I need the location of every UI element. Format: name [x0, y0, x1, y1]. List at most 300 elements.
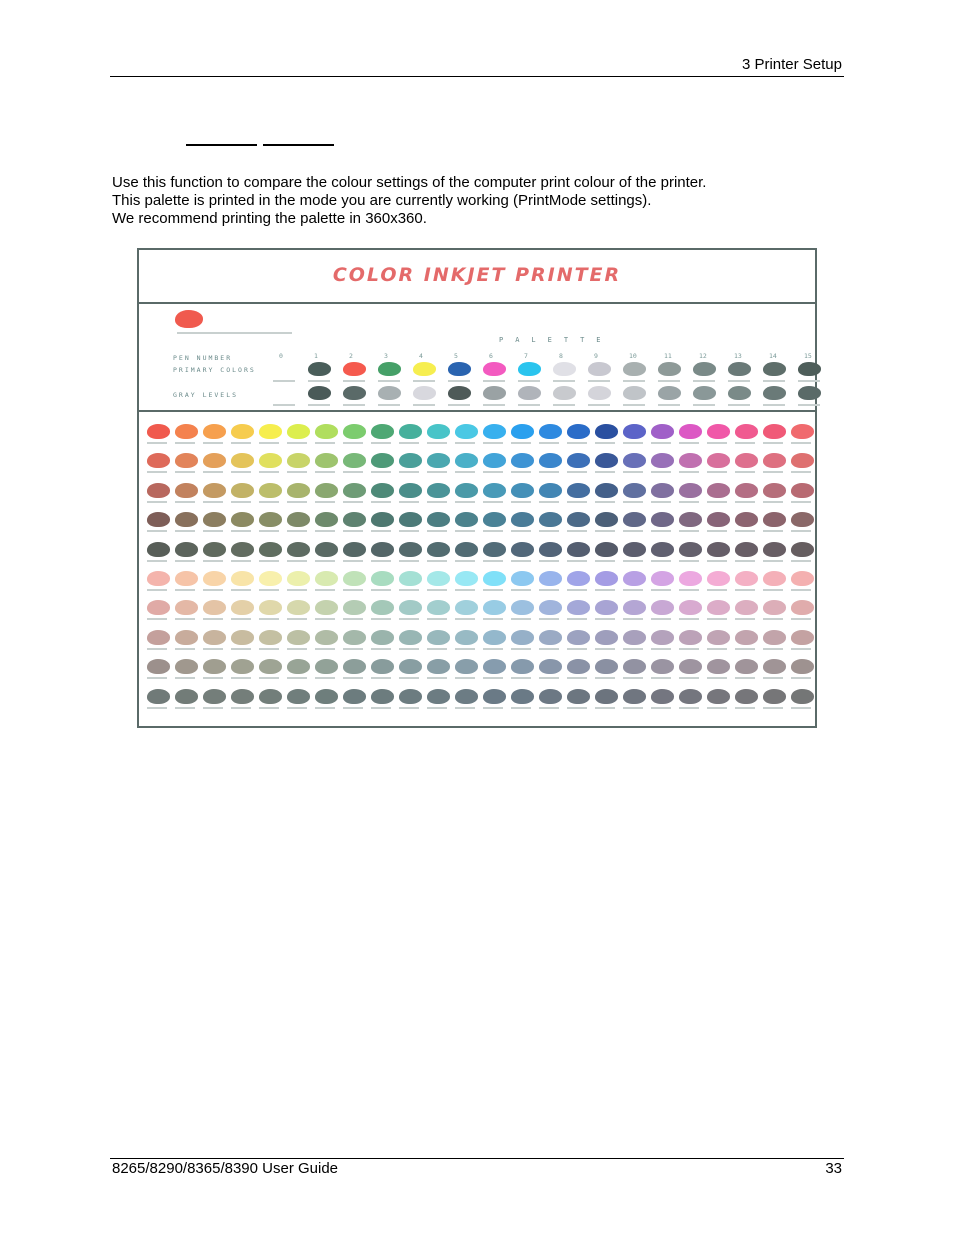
palette-grid-swatch	[623, 630, 646, 645]
swatch-caption-mark	[455, 707, 475, 709]
gray-level-swatch	[798, 386, 821, 400]
swatch-caption-mark	[203, 648, 223, 650]
palette-grid-swatch	[203, 453, 226, 468]
pen-number: 1	[314, 352, 318, 360]
swatch-caption-mark	[175, 677, 195, 679]
palette-word: PALETTE	[499, 336, 613, 344]
primary-color-swatch	[798, 362, 821, 376]
palette-title-box	[139, 250, 815, 304]
swatch-caption-mark	[763, 648, 783, 650]
swatch-caption-mark	[483, 501, 503, 503]
swatch-caption-mark	[679, 442, 699, 444]
primary-color-swatch	[623, 362, 646, 376]
palette-grid-swatch	[539, 600, 562, 615]
swatch-caption-mark	[427, 501, 447, 503]
palette-grid-swatch	[259, 659, 282, 674]
swatch-caption-mark	[427, 618, 447, 620]
palette-grid-swatch	[203, 424, 226, 439]
swatch-caption-mark	[455, 648, 475, 650]
swatch-caption-mark	[707, 560, 727, 562]
palette-grid-swatch	[147, 600, 170, 615]
palette-grid-swatch	[511, 542, 534, 557]
swatch-caption-mark	[735, 707, 755, 709]
palette-grid-swatch	[231, 512, 254, 527]
primary-color-swatch	[658, 362, 681, 376]
gray-level-swatch	[308, 386, 331, 400]
swatch-caption-mark	[147, 530, 167, 532]
palette-grid-swatch	[735, 542, 758, 557]
swatch-caption-mark	[623, 471, 643, 473]
palette-grid-swatch	[651, 424, 674, 439]
palette-grid-swatch	[147, 424, 170, 439]
palette-grid-swatch	[175, 630, 198, 645]
palette-grid-swatch	[399, 542, 422, 557]
swatch-caption-mark	[567, 501, 587, 503]
swatch-caption-mark	[693, 380, 715, 382]
swatch-caption-mark	[399, 442, 419, 444]
swatch-caption-mark	[588, 404, 610, 406]
palette-grid-swatch	[203, 659, 226, 674]
swatch-caption-mark	[315, 707, 335, 709]
swatch-caption-mark	[231, 501, 251, 503]
swatch-caption-mark	[448, 380, 470, 382]
swatch-caption-mark	[518, 404, 540, 406]
body-line: We recommend printing the palette in 360x360.	[112, 210, 427, 227]
palette-grid-swatch	[539, 659, 562, 674]
primary-color-swatch	[728, 362, 751, 376]
swatch-caption-mark	[735, 560, 755, 562]
swatch-caption-mark	[567, 589, 587, 591]
swatch-caption-mark	[539, 707, 559, 709]
palette-grid-swatch	[455, 600, 478, 615]
swatch-caption-mark	[203, 471, 223, 473]
gray-level-swatch	[763, 386, 786, 400]
palette-grid-swatch	[287, 424, 310, 439]
swatch-caption-mark	[651, 530, 671, 532]
swatch-caption-mark	[735, 677, 755, 679]
palette-grid-swatch	[399, 659, 422, 674]
swatch-caption-mark	[315, 560, 335, 562]
swatch-caption-mark	[679, 589, 699, 591]
palette-grid-swatch	[315, 630, 338, 645]
palette-grid-swatch	[567, 659, 590, 674]
swatch-caption-mark	[511, 530, 531, 532]
swatch-caption-mark	[595, 589, 615, 591]
palette-grid-swatch	[455, 689, 478, 704]
palette-grid-swatch	[567, 689, 590, 704]
swatch-caption-mark	[147, 501, 167, 503]
palette-grid-swatch	[203, 542, 226, 557]
swatch-caption-mark	[175, 589, 195, 591]
swatch-caption-mark	[259, 648, 279, 650]
swatch-caption-mark	[371, 560, 391, 562]
palette-grid-swatch	[567, 424, 590, 439]
swatch-caption-mark	[763, 589, 783, 591]
palette-grid-swatch	[315, 600, 338, 615]
gray-level-swatch	[553, 386, 576, 400]
palette-grid-swatch	[147, 630, 170, 645]
swatch-caption-mark	[455, 618, 475, 620]
swatch-caption-mark	[455, 677, 475, 679]
palette-grid-swatch	[175, 689, 198, 704]
palette-grid-swatch	[791, 630, 814, 645]
palette-grid-swatch	[371, 571, 394, 586]
swatch-caption-mark	[371, 677, 391, 679]
swatch-caption-mark	[147, 589, 167, 591]
swatch-caption-mark	[791, 677, 811, 679]
swatch-caption-mark	[651, 471, 671, 473]
sample-swatch	[175, 310, 203, 328]
palette-grid-swatch	[147, 542, 170, 557]
palette-grid-swatch	[623, 689, 646, 704]
pen-number: 11	[664, 352, 672, 360]
palette-grid-swatch	[623, 483, 646, 498]
swatch-caption-mark	[343, 707, 363, 709]
swatch-caption-mark	[175, 530, 195, 532]
palette-grid-swatch	[679, 630, 702, 645]
swatch-caption-mark	[259, 589, 279, 591]
swatch-caption-mark	[259, 501, 279, 503]
palette-grid-swatch	[427, 424, 450, 439]
palette-grid-swatch	[231, 659, 254, 674]
swatch-caption-mark	[728, 404, 750, 406]
swatch-caption-mark	[175, 442, 195, 444]
palette-grid-swatch	[483, 659, 506, 674]
swatch-caption-mark	[595, 618, 615, 620]
swatch-caption-mark	[791, 530, 811, 532]
palette-grid-swatch	[679, 600, 702, 615]
palette-grid-swatch	[791, 453, 814, 468]
palette-grid-swatch	[539, 424, 562, 439]
swatch-caption-mark	[343, 471, 363, 473]
swatch-caption-mark	[231, 589, 251, 591]
swatch-caption-mark	[483, 589, 503, 591]
swatch-caption-mark	[623, 560, 643, 562]
palette-grid-swatch	[455, 483, 478, 498]
swatch-caption-mark	[315, 442, 335, 444]
footer-guide-title: 8265/8290/8365/8390 User Guide	[112, 1160, 339, 1177]
swatch-caption-mark	[539, 648, 559, 650]
swatch-caption-mark	[371, 530, 391, 532]
swatch-caption-mark	[427, 677, 447, 679]
palette-grid-swatch	[399, 424, 422, 439]
swatch-caption-mark	[203, 618, 223, 620]
palette-grid-swatch	[483, 600, 506, 615]
palette-grid-swatch	[399, 630, 422, 645]
swatch-caption-mark	[679, 560, 699, 562]
swatch-caption-mark	[791, 707, 811, 709]
swatch-caption-mark	[203, 442, 223, 444]
palette-grid-swatch	[343, 600, 366, 615]
swatch-caption-mark	[679, 707, 699, 709]
swatch-caption-mark	[231, 471, 251, 473]
swatch-caption-mark	[623, 648, 643, 650]
swatch-caption-mark	[567, 677, 587, 679]
palette-grid-swatch	[175, 453, 198, 468]
palette-grid-swatch	[735, 571, 758, 586]
gray-level-swatch	[693, 386, 716, 400]
palette-grid-swatch	[203, 689, 226, 704]
swatch-caption-mark	[763, 471, 783, 473]
swatch-caption-mark	[259, 530, 279, 532]
swatch-caption-mark	[175, 501, 195, 503]
palette-grid-swatch	[511, 600, 534, 615]
pen-number: 10	[629, 352, 637, 360]
palette-grid-swatch	[455, 542, 478, 557]
palette-grid-swatch	[147, 571, 170, 586]
pen-number: 14	[769, 352, 777, 360]
palette-grid-swatch	[259, 453, 282, 468]
swatch-caption-mark	[175, 618, 195, 620]
palette-info-section	[139, 302, 815, 412]
palette-grid-swatch	[791, 600, 814, 615]
swatch-caption-mark	[567, 707, 587, 709]
swatch-caption-mark	[483, 471, 503, 473]
pen-number: 2	[349, 352, 353, 360]
body-paragraph	[112, 174, 706, 228]
swatch-caption-mark	[567, 618, 587, 620]
swatch-caption-mark	[147, 471, 167, 473]
swatch-caption-mark	[567, 648, 587, 650]
swatch-caption-mark	[707, 707, 727, 709]
swatch-caption-mark	[455, 501, 475, 503]
gray-level-swatch	[588, 386, 611, 400]
palette-grid-swatch	[763, 571, 786, 586]
swatch-caption-mark	[511, 442, 531, 444]
palette-grid-swatch	[287, 659, 310, 674]
swatch-caption-mark	[399, 677, 419, 679]
swatch-caption-mark	[511, 589, 531, 591]
palette-grid-swatch	[455, 659, 478, 674]
swatch-caption-mark	[259, 442, 279, 444]
swatch-caption-mark	[735, 471, 755, 473]
palette-grid-swatch	[483, 689, 506, 704]
pen-number: 4	[419, 352, 423, 360]
swatch-caption-mark	[623, 530, 643, 532]
swatch-caption-mark	[511, 677, 531, 679]
palette-grid-swatch	[287, 600, 310, 615]
palette-grid-swatch	[427, 630, 450, 645]
swatch-caption-mark	[413, 380, 435, 382]
palette-grid-swatch	[539, 542, 562, 557]
palette-grid-swatch	[707, 512, 730, 527]
swatch-caption-mark	[147, 648, 167, 650]
palette-grid-swatch	[679, 512, 702, 527]
palette-grid-swatch	[511, 689, 534, 704]
swatch-caption-mark	[539, 560, 559, 562]
palette-grid-swatch	[259, 424, 282, 439]
palette-grid-swatch	[371, 453, 394, 468]
palette-grid-swatch	[399, 453, 422, 468]
palette-grid-swatch	[231, 483, 254, 498]
swatch-caption-mark	[567, 471, 587, 473]
swatch-caption-mark	[651, 648, 671, 650]
palette-grid-swatch	[511, 630, 534, 645]
palette-grid-swatch	[399, 689, 422, 704]
palette-grid-swatch	[259, 571, 282, 586]
palette-grid-swatch	[595, 512, 618, 527]
swatch-caption-mark	[315, 618, 335, 620]
swatch-caption-mark	[287, 677, 307, 679]
palette-grid-swatch	[763, 689, 786, 704]
palette-grid-swatch	[735, 600, 758, 615]
palette-grid-swatch	[147, 453, 170, 468]
palette-grid-swatch	[259, 542, 282, 557]
swatch-caption-mark	[483, 442, 503, 444]
palette-grid-swatch	[343, 483, 366, 498]
palette-grid-swatch	[231, 571, 254, 586]
palette-grid-swatch	[455, 630, 478, 645]
swatch-caption-mark	[595, 442, 615, 444]
palette-grid-swatch	[791, 424, 814, 439]
palette-grid-swatch	[231, 424, 254, 439]
swatch-caption-mark	[287, 471, 307, 473]
palette-grid-swatch	[231, 630, 254, 645]
swatch-caption-mark	[735, 442, 755, 444]
swatch-caption-mark	[343, 380, 365, 382]
swatch-caption-mark	[147, 442, 167, 444]
palette-grid-swatch	[567, 453, 590, 468]
swatch-caption-mark	[707, 442, 727, 444]
swatch-caption-mark	[679, 501, 699, 503]
swatch-caption-mark	[371, 501, 391, 503]
swatch-caption-mark	[231, 677, 251, 679]
palette-grid-swatch	[343, 630, 366, 645]
swatch-caption-mark	[175, 707, 195, 709]
swatch-caption-mark	[595, 707, 615, 709]
swatch-caption-mark	[763, 677, 783, 679]
palette-grid-swatch	[595, 600, 618, 615]
palette-grid-swatch	[175, 424, 198, 439]
palette-grid-swatch	[287, 630, 310, 645]
palette-grid-swatch	[427, 542, 450, 557]
palette-grid-swatch	[511, 659, 534, 674]
palette-grid-swatch	[399, 571, 422, 586]
palette-grid-swatch	[175, 659, 198, 674]
palette-grid-swatch	[735, 483, 758, 498]
swatch-caption-mark	[735, 648, 755, 650]
swatch-caption-mark	[595, 530, 615, 532]
palette-grid-swatch	[539, 571, 562, 586]
swatch-caption-mark	[315, 501, 335, 503]
swatch-caption-mark	[539, 501, 559, 503]
swatch-caption-mark	[259, 677, 279, 679]
swatch-caption-mark	[763, 380, 785, 382]
palette-grid-swatch	[539, 512, 562, 527]
swatch-caption-mark	[175, 471, 195, 473]
primary-color-swatch	[413, 362, 436, 376]
palette-grid-swatch	[175, 542, 198, 557]
swatch-caption-mark	[287, 707, 307, 709]
palette-grid-swatch	[735, 453, 758, 468]
swatch-caption-mark	[539, 677, 559, 679]
swatch-caption-mark	[399, 648, 419, 650]
swatch-caption-mark	[483, 530, 503, 532]
palette-grid-swatch	[595, 483, 618, 498]
swatch-caption-mark	[203, 589, 223, 591]
palette-grid-swatch	[567, 600, 590, 615]
swatch-caption-mark	[371, 471, 391, 473]
palette-grid-swatch	[735, 512, 758, 527]
primary-color-swatch	[693, 362, 716, 376]
swatch-caption-mark	[763, 530, 783, 532]
swatch-caption-mark	[791, 471, 811, 473]
palette-grid-swatch	[203, 512, 226, 527]
swatch-caption-mark	[287, 560, 307, 562]
swatch-caption-mark	[455, 442, 475, 444]
swatch-caption-mark	[763, 707, 783, 709]
swatch-caption-mark	[203, 530, 223, 532]
palette-grid-swatch	[259, 512, 282, 527]
swatch-caption-mark	[448, 404, 470, 406]
palette-grid-swatch	[623, 512, 646, 527]
swatch-caption-mark	[588, 380, 610, 382]
palette-grid-swatch	[539, 630, 562, 645]
swatch-caption-mark	[175, 648, 195, 650]
palette-grid-swatch	[623, 600, 646, 615]
swatch-caption-mark	[259, 471, 279, 473]
palette-grid-swatch	[343, 571, 366, 586]
palette-grid-swatch	[315, 453, 338, 468]
palette-grid-swatch	[763, 453, 786, 468]
palette-grid-swatch	[343, 689, 366, 704]
swatch-caption-mark	[315, 677, 335, 679]
swatch-caption-mark	[623, 589, 643, 591]
swatch-caption-mark	[735, 589, 755, 591]
swatch-caption-mark	[679, 471, 699, 473]
palette-grid-swatch	[371, 424, 394, 439]
palette-grid-swatch	[315, 542, 338, 557]
palette-grid-swatch	[707, 600, 730, 615]
swatch-caption-mark	[287, 442, 307, 444]
swatch-caption-mark	[595, 501, 615, 503]
palette-grid-swatch	[679, 483, 702, 498]
swatch-caption-mark	[147, 707, 167, 709]
swatch-caption-mark	[399, 530, 419, 532]
palette-grid-swatch	[595, 659, 618, 674]
heading-underline-2	[263, 144, 334, 146]
swatch-caption-mark	[378, 404, 400, 406]
swatch-caption-mark	[203, 677, 223, 679]
swatch-caption-mark	[203, 560, 223, 562]
palette-grid-swatch	[539, 483, 562, 498]
palette-grid-swatch	[623, 424, 646, 439]
palette-grid-swatch	[567, 630, 590, 645]
swatch-caption-mark	[399, 501, 419, 503]
swatch-caption-mark	[483, 677, 503, 679]
palette-grid-swatch	[679, 689, 702, 704]
swatch-caption-mark	[735, 501, 755, 503]
primary-color-swatch	[343, 362, 366, 376]
palette-grid-swatch	[427, 483, 450, 498]
pen-number: 5	[454, 352, 458, 360]
swatch-caption-mark	[343, 442, 363, 444]
swatch-caption-mark	[595, 560, 615, 562]
swatch-caption-mark	[567, 560, 587, 562]
swatch-caption-mark	[693, 404, 715, 406]
palette-grid-swatch	[455, 512, 478, 527]
palette-grid-swatch	[483, 512, 506, 527]
palette-grid-swatch	[175, 483, 198, 498]
palette-grid-swatch	[483, 483, 506, 498]
palette-grid-swatch	[371, 630, 394, 645]
palette-grid-swatch	[679, 453, 702, 468]
palette-grid-swatch	[371, 689, 394, 704]
gray-level-swatch	[728, 386, 751, 400]
swatch-caption-mark	[399, 471, 419, 473]
swatch-caption-mark	[658, 380, 680, 382]
palette-grid-swatch	[315, 424, 338, 439]
